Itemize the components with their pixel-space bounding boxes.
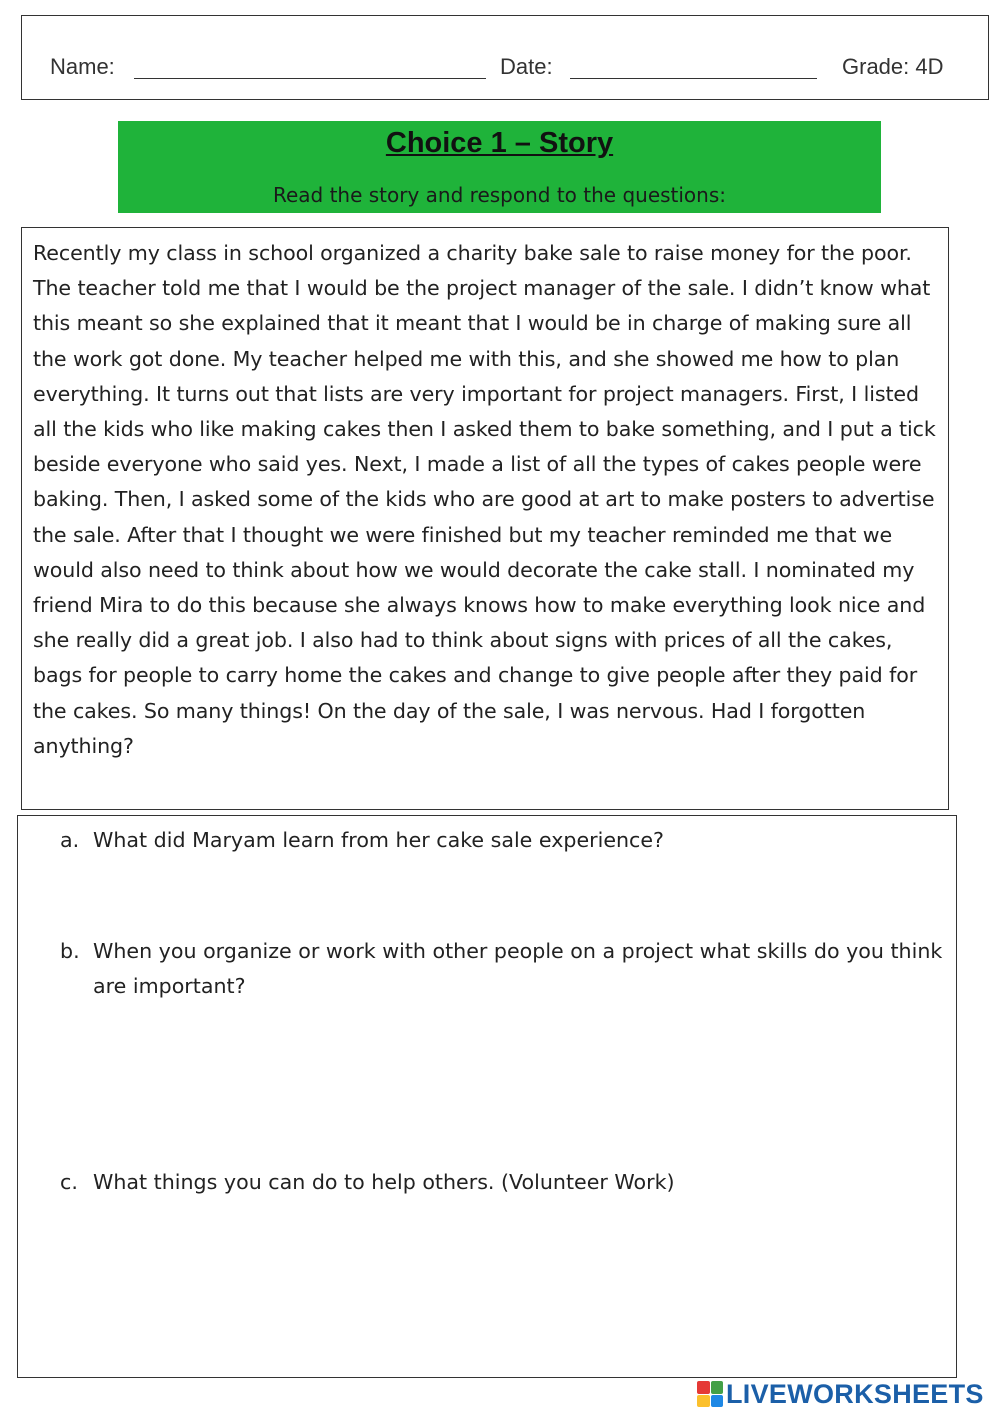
date-blank-line[interactable]	[570, 78, 817, 79]
page-title: Choice 1 – Story	[385, 127, 614, 159]
name-blank-line[interactable]	[134, 78, 486, 79]
question-letter: c.	[60, 1170, 78, 1194]
story-box	[21, 227, 949, 810]
story-text: Recently my class in school organized a charity bake sale to raise money for the poor. The teacher told me that I would be the project manager of the sale. I didn’t know what this meant so she explained that it meant that I would be in charge of making sure all the work got done. My teacher helped me with this, and she showed me how to plan everything. It turns out that lists are very important for project managers. First, I listed all the kids who like making cakes then I asked them to bake something, and I put a tick beside everyone who said yes. Next, I made a list of all the types of cakes people were baking. Then, I asked some of the kids who are good at art to make posters to advertise the sale. After that I thought we were finished but my teacher reminded me that we would also need to think about how we would decorate the cake stall. I nominated my friend Mira to do this because she always knows how to make everything look nice and she really did a great job. I also had to think about signs with prices of all the cakes, bags for people to carry home the cakes and change to give people after they paid for the cakes. So many things! On the day of the sale, I was nervous. Had I forgotten anything?	[33, 241, 936, 758]
instructions: Read the story and respond to the questions:	[272, 183, 727, 207]
name-label: Name:	[50, 54, 115, 79]
date-label: Date:	[500, 54, 553, 79]
question-text: What things you can do to help others. (Volunteer Work)	[93, 1170, 675, 1194]
student-info-header	[21, 15, 989, 100]
liveworksheets-logo	[697, 1378, 997, 1410]
liveworksheets-logo-icon	[697, 1381, 723, 1407]
questions-box	[17, 815, 957, 1378]
title-banner	[118, 121, 881, 213]
question-text: When you organize or work with other people on a project what skills do you think are important?	[93, 939, 943, 999]
grade-label: Grade: 4D	[842, 54, 944, 79]
question-letter: b.	[60, 939, 80, 963]
question-text: What did Maryam learn from her cake sale experience?	[93, 828, 664, 852]
question-letter: a.	[60, 828, 80, 852]
logo-text: LIVEWORKSHEETS	[726, 1378, 984, 1409]
